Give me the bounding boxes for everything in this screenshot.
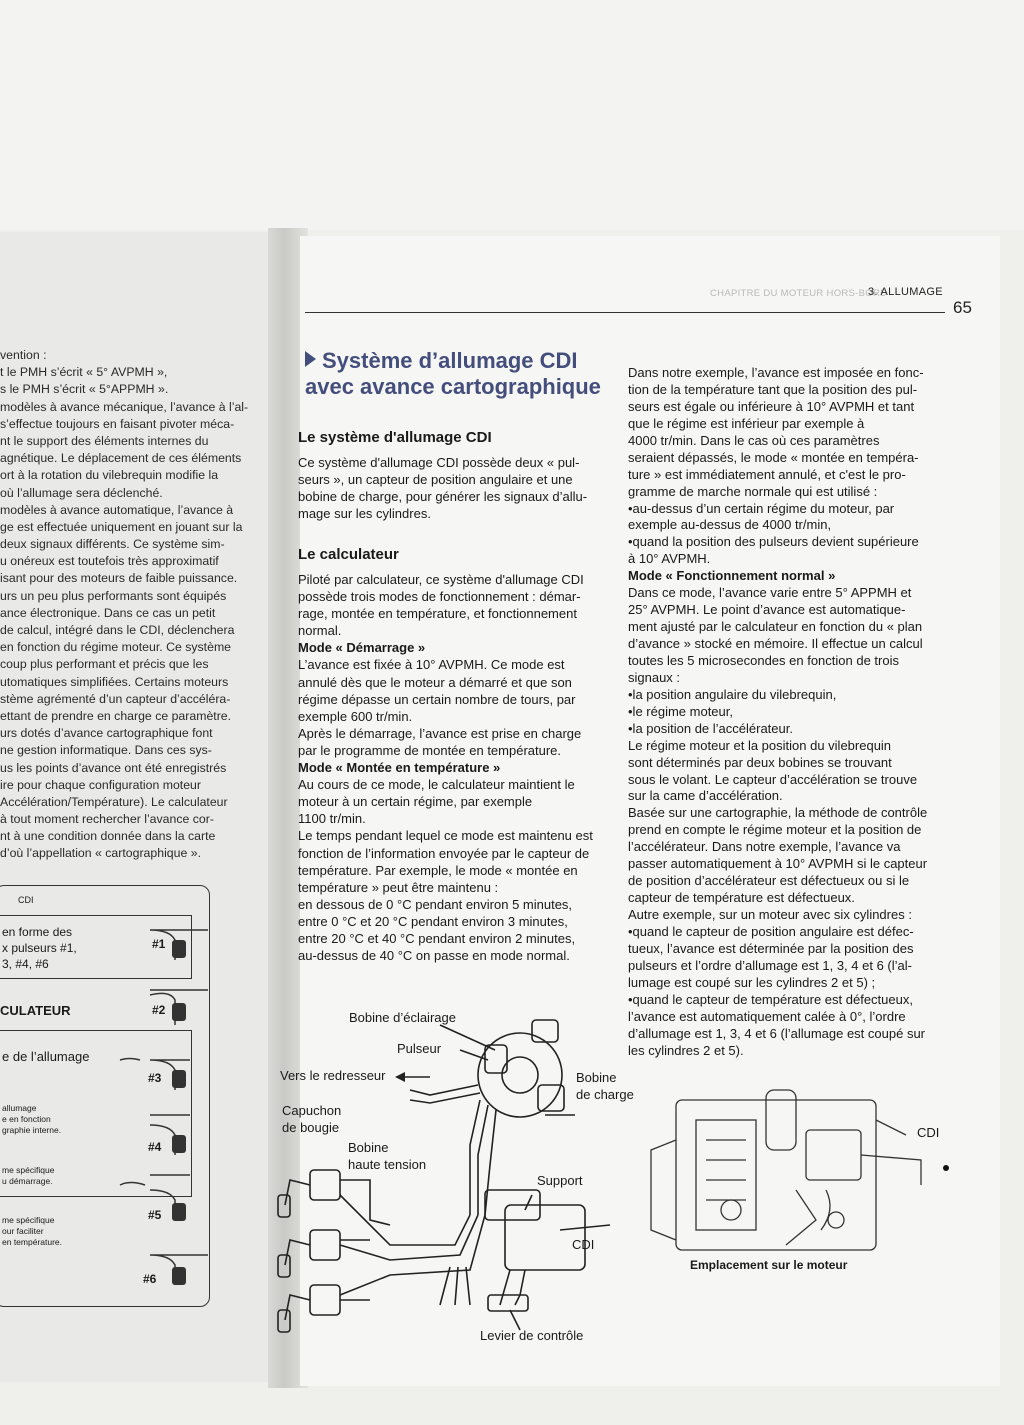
calculateur-label: CULATEUR: [0, 1003, 71, 1018]
engine-drawing: [636, 1080, 976, 1260]
paragraph-line: Piloté par calculateur, ce système d'allumage CDI: [298, 572, 584, 587]
paragraph-line: •au-dessus d’un certain régime du moteur, par: [628, 500, 895, 516]
title-arrow-icon: [305, 351, 316, 367]
title-line-2: avec avance cartographique: [305, 374, 601, 399]
paragraph-line: température » peut être maintenu :: [298, 879, 499, 895]
section-heading: Le système d'allumage CDI: [298, 429, 492, 446]
mode-title: Mode « Montée en température »: [298, 760, 501, 776]
left-page-line: ge est effectuée uniquement en jouant sur la: [0, 519, 243, 534]
pulseur-box-line: 3, #4, #6: [2, 957, 49, 971]
left-page-line: nt le support des éléments internes du: [0, 433, 209, 448]
paragraph-line: bobine de charge, pour générer les signaux d’allu-: [298, 489, 588, 505]
paragraph-line: Dans ce mode, l’avance varie entre 5° APPMH et: [628, 585, 912, 601]
spark-plug-wiring: [0, 885, 268, 1315]
pulseur-box-line: en forme des: [2, 925, 73, 939]
paragraph-line: prend en compte le régime moteur et la position de: [628, 822, 922, 838]
label-bobine-eclairage: Bobine d’éclairage: [349, 1010, 456, 1025]
left-page-line: s le PMH s’écrit « 5°APPMH ».: [0, 382, 169, 397]
label-support: Support: [537, 1173, 583, 1188]
paragraph-line: pulseurs et l’ordre d’allumage est 1, 3, 4 et 6 (l’al-: [628, 957, 912, 973]
cdi-wiring-diagram: [270, 1005, 634, 1350]
paragraph-line: sous le volant. Le capteur d’accélération se trouve: [628, 771, 918, 787]
section-calculateur: [298, 545, 618, 964]
label-bobine-charge: Bobine: [576, 1070, 617, 1085]
cylinder-label: #1: [152, 937, 166, 951]
paragraph-line: gramme de marche normale qui est utilisé :: [628, 483, 878, 499]
left-page-line: utomatiques simplifiées. Certains moteurs: [0, 674, 229, 689]
paragraph-line: température. Par exemple, le mode « montée en: [298, 862, 578, 878]
left-page-line: ort à la rotation du vilebrequin modifie la: [0, 468, 219, 483]
paragraph-line: •la position angulaire du vilebrequin,: [628, 686, 837, 702]
label-bobine-ht: Bobine: [348, 1140, 389, 1155]
paragraph-line: régime dépasse un certain nombre de tours, par: [298, 691, 576, 707]
paragraph-line: mage sur les cylindres.: [298, 506, 431, 522]
paragraph-line: d’allumage est 1, 3, 4 et 6 (l’allumage est coupé sur: [628, 1025, 926, 1041]
label-pulseur: Pulseur: [397, 1041, 442, 1056]
paragraph-line: Basée sur une cartographie, la méthode de contrôle: [628, 805, 928, 821]
left-page-line: vention :: [0, 348, 47, 362]
paragraph-line: •quand le capteur de position angulaire est défec-: [628, 923, 914, 939]
paragraph-line: de position d’accélérateur est défectueux ou si le: [628, 873, 910, 889]
left-page-line: de calcul, intégré dans le CDI, déclenchera: [0, 623, 235, 637]
section-heading: Le calculateur: [298, 546, 399, 563]
engine-photo-drawing: [636, 1080, 976, 1280]
cylinder-label: #6: [143, 1272, 157, 1286]
left-page-line: modèles à avance automatique, l’avance à: [0, 502, 234, 517]
note-line: en température.: [2, 1237, 63, 1247]
paragraph-line: seurs », un capteur de position angulaire et une: [298, 472, 573, 488]
left-page-line: deux signaux différents. Ce système sim-: [0, 537, 225, 552]
left-page-line: urs un peu plus performants sont équipés: [0, 588, 227, 603]
note-line: allumage: [2, 1103, 37, 1113]
running-header-section: 3. ALLUMAGE: [868, 286, 943, 298]
paragraph-line: entre 20 °C et 40 °C pendant environ 2 minutes,: [298, 930, 576, 946]
paragraph-line: tueux, l’avance est déterminée par la position des: [628, 940, 914, 956]
paragraph-line: •la position de l’accélérateur.: [628, 720, 793, 736]
paragraph-line: 25° AVPMH. Le point d’avance est automatique-: [628, 602, 906, 618]
cylinder-label: #5: [148, 1208, 162, 1222]
paragraph-line: en dessous de 0 °C pendant environ 5 minutes,: [298, 896, 573, 912]
left-page-line: à tout moment rechercher l’avance cor-: [0, 812, 214, 827]
paragraph-line: toutes les 5 microsecondes en fonction de trois: [628, 652, 899, 668]
label-bobine-ht: haute tension: [348, 1157, 427, 1172]
left-page-line: stème agrémenté d’un capteur d’accéléra-: [0, 691, 231, 706]
pulseur-box-line: x pulseurs #1,: [2, 941, 77, 955]
paragraph-line: possède trois modes de fonctionnement : démar-: [298, 589, 581, 605]
paragraph-line: ture » est immédiatement annulé, et c'est le pro-: [628, 466, 906, 482]
paragraph-line: que le régime est inférieur par exemple à: [628, 415, 865, 431]
section-systeme: [298, 428, 618, 522]
paragraph-line: Le régime moteur et la position du vilebrequin: [628, 737, 892, 753]
paragraph-line: sur la came d’accélération.: [628, 788, 783, 804]
paragraph-line: Après le démarrage, l’avance est prise en charge: [298, 725, 582, 741]
paragraph-line: rage, montée en température, et fonctionnement: [298, 606, 577, 622]
paragraph-line: les cylindres 2 et 5).: [628, 1042, 744, 1058]
paragraph-line: exemple au-dessus de 4000 tr/min,: [628, 517, 832, 533]
label-capuchon: Capuchon: [282, 1103, 342, 1118]
paragraph-line: sont déterminés par deux bobines se trouvant: [628, 754, 892, 770]
paragraph-line: 4000 tr/min. Dans le cas où ces paramètres: [628, 432, 880, 448]
paragraph-line: Autre exemple, sur un moteur avec six cylindres :: [628, 907, 912, 922]
paragraph-line: Au cours de ce mode, le calculateur maintient le: [298, 777, 575, 793]
left-page-line: Accélération/Température). Le calculateur: [0, 794, 228, 809]
note-line: me spécifique: [2, 1215, 55, 1225]
note-line: u démarrage.: [2, 1176, 53, 1186]
note-line: our faciliter: [2, 1226, 44, 1236]
note-line: graphie interne.: [2, 1125, 62, 1135]
engine-cdi-label: CDI: [917, 1125, 940, 1140]
cylinder-label: #4: [148, 1140, 162, 1154]
paragraph-line: •le régime moteur,: [628, 703, 733, 719]
paragraph-line: d’avance » stocké en mémoire. Il effectue un calcul: [628, 636, 923, 651]
paragraph-line: passer automatiquement à 10° AVPMH si le capteur: [628, 856, 928, 872]
label-redresseur: Vers le redresseur: [280, 1068, 386, 1083]
left-cdi-diagram: [0, 885, 268, 1315]
left-page-line: ire pour chaque configuration moteur: [0, 777, 201, 792]
running-header-ghost: CHAPITRE DU MOTEUR HORS-BORD: [710, 288, 888, 299]
left-page-line: d’où l’appellation « cartographique ».: [0, 846, 201, 861]
left-page-line: urs dotés d’avance cartographique font: [0, 726, 213, 741]
note-line: e en fonction: [2, 1114, 51, 1124]
engine-caption: Emplacement sur le moteur: [690, 1258, 848, 1272]
left-page-line: coup plus performant et précis que les: [0, 657, 209, 672]
left-page-line: isant pour des moteurs de faible puissance.: [0, 571, 238, 586]
paragraph-line: par le programme de montée en température.: [298, 742, 562, 758]
chapter-title: [305, 348, 605, 400]
left-page-line: us les points d’avance ont été enregistrés: [0, 760, 227, 775]
paragraph-line: l’accélérateur. Dans notre exemple, l’avance va: [628, 839, 901, 855]
paragraph-line: 1100 tr/min.: [298, 811, 366, 827]
left-page-text: [0, 347, 262, 863]
label-levier: Levier de contrôle: [480, 1328, 584, 1343]
left-page-line: nt à une condition donnée dans la carte: [0, 829, 216, 844]
paragraph-line: seurs est égale ou inférieure à 10° AVPMH et tant: [628, 398, 915, 414]
left-page-line: t le PMH s’écrit « 5° AVPMH »,: [0, 365, 168, 380]
label-bobine-charge: de charge: [576, 1087, 634, 1102]
cdi-box-label: CDI: [18, 895, 34, 905]
left-page-line: ance électronique. Dans ce cas un petit: [0, 605, 216, 620]
paragraph-line: fonction de l’information envoyée par le capteur de: [298, 845, 590, 861]
paragraph-line: Dans notre exemple, l’avance est imposée en fonc-: [628, 365, 924, 380]
header-rule: [305, 312, 945, 313]
paragraph-line: moteur à un certain régime, par exemple: [298, 794, 533, 810]
left-page-line: ettant de prendre en charge ce paramètre.: [0, 708, 232, 723]
allumage-label: e de l’allumage: [2, 1049, 90, 1064]
arrow-icon: [395, 1072, 405, 1082]
scan-background: [0, 0, 1024, 230]
paragraph-line: annulé dès que le moteur a démarré et que son: [298, 674, 572, 690]
left-page-line: agnétique. Le déplacement de ces éléments: [0, 451, 242, 466]
mode-title: Mode « Démarrage »: [298, 640, 426, 656]
paragraph-line: normal.: [298, 623, 342, 639]
paragraph-line: ment ajusté par le calculateur en fonction du « plan: [628, 619, 923, 635]
title-line-1: Système d’allumage CDI: [322, 348, 578, 373]
paragraph-line: l’avance est automatiquement calée à 0°, l’ordre: [628, 1008, 906, 1024]
left-page-line: s’effectue toujours en faisant pivoter méca-: [0, 416, 235, 431]
left-page-line: ne gestion informatique. Dans ces sys-: [0, 743, 212, 758]
paragraph-line: exemple 600 tr/min.: [298, 708, 413, 724]
label-cdi: CDI: [572, 1237, 595, 1252]
label-capuchon: de bougie: [282, 1120, 340, 1135]
left-page-line: u onéreux est toutefois très approximatif: [0, 554, 219, 569]
paragraph-line: Ce système d'allumage CDI possède deux « pul-: [298, 455, 580, 470]
paragraph-line: capteur de température est défectueux.: [628, 890, 855, 906]
paragraph-line: •quand la position des pulseurs devient supérieure: [628, 534, 919, 550]
paragraph-line: Le temps pendant lequel ce mode est maintenu est: [298, 828, 593, 844]
cylinder-label: #3: [148, 1071, 162, 1085]
left-page-line: modèles à avance mécanique, l’avance à l’al-: [0, 399, 249, 414]
note-line: me spécifique: [2, 1165, 55, 1175]
paragraph-line: •quand le capteur de température est défectueux,: [628, 991, 913, 1007]
page-number: 65: [953, 298, 972, 317]
paragraph-line: signaux :: [628, 669, 681, 685]
paragraph-line: entre 0 °C et 20 °C pendant environ 3 minutes,: [298, 913, 568, 929]
right-column-text: [628, 365, 978, 1059]
left-page-line: en fonction du régime moteur. Ce système: [0, 640, 232, 655]
paragraph-line: à 10° AVPMH.: [628, 551, 711, 567]
paragraph-line: lumage est coupé sur les cylindres 2 et 5) ;: [628, 974, 876, 990]
left-page-line: où l’allumage sera déclenché.: [0, 485, 163, 500]
cylinder-label: #2: [152, 1003, 166, 1017]
paragraph-line: au-dessus de 40 °C on passe en mode normal.: [298, 948, 570, 964]
mode-title: Mode « Fonctionnement normal »: [628, 568, 836, 584]
paragraph-line: L’avance est fixée à 10° AVPMH. Ce mode est: [298, 657, 565, 673]
paragraph-line: tion de la température tant que la position des pul-: [628, 381, 918, 397]
paragraph-line: seraient dépassés, le mode « montée en tempéra-: [628, 449, 919, 465]
